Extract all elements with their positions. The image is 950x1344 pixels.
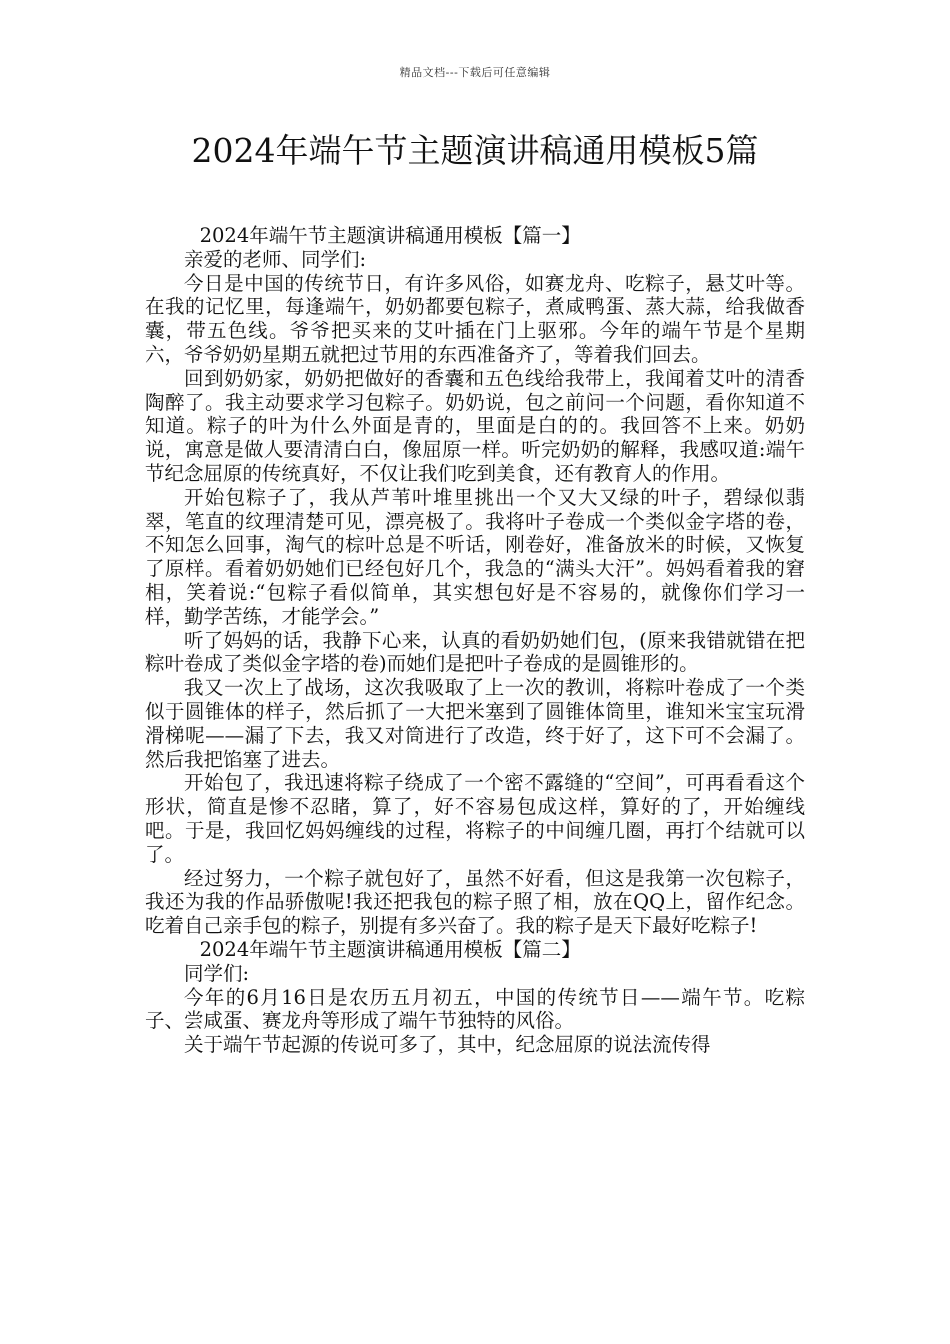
paragraph: 我又一次上了战场，这次我吸取了上一次的教训，将粽叶卷成了一个类似于圆锥体的样子，然后抓了一大把米塞到了圆锥体筒里，谁知米宝宝玩滑滑梯呢——漏了下去，我又对筒进行了改造，终于好了，这下可不会漏了。然后我把馅塞了进去。 — [145, 676, 805, 771]
paragraph: 经过努力，一个粽子就包好了，虽然不好看，但这是我第一次包粽子，我还为我的作品骄傲呢!我还把我包的粽子照了相，放在QQ上，留作纪念。吃着自己亲手包的粽子，别提有多兴奋了。我的粽子是天下最好吃粽子! — [145, 866, 805, 938]
document-body — [145, 224, 805, 1057]
paragraph: 开始包粽子了，我从芦苇叶堆里挑出一个又大又绿的叶子，碧绿似翡翠，笔直的纹理清楚可见，漂亮极了。我将叶子卷成一个类似金字塔的卷，不知怎么回事，淘气的棕叶总是不听话，刚卷好，准备放米的时候，又恢复了原样。看着奶奶她们已经包好几个，我急的“满头大汗”。妈妈看着我的窘相，笑着说:“包粽子看似简单，其实想包好是不容易的，就像你们学习一样，勤学苦练，才能学会。” — [145, 485, 805, 628]
salutation: 同学们: — [184, 961, 250, 985]
paragraph: 开始包了，我迅速将粽子绕成了一个密不露缝的“空间”，可再看看这个形状，简直是惨不忍睹，算了，好不容易包成这样，算好的了，开始缠线吧。于是，我回忆妈妈缠线的过程，将粽子的中间缠几圈，再打个结就可以了。 — [145, 771, 805, 866]
paragraph: 今日是中国的传统节日，有许多风俗，如赛龙舟、吃粽子，悬艾叶等。在我的记忆里，每逢端午，奶奶都要包粽子，煮咸鸭蛋、蒸大蒜，给我做香囊，带五色线。爷爷把买来的艾叶插在门上驱邪。今年的端午节是个星期六，爷爷奶奶星期五就把过节用的东西准备齐了，等着我们回去。 — [145, 271, 805, 366]
salutation: 亲爱的老师、同学们: — [184, 247, 367, 271]
section-heading-2: 2024年端午节主题演讲稿通用模板【篇二】 — [199, 937, 581, 961]
paragraph: 今年的6月16日是农历五月初五，中国的传统节日——端午节。吃粽子、尝咸蛋、赛龙舟等形成了端午节独特的风俗。 — [145, 985, 805, 1033]
section-heading-1: 2024年端午节主题演讲稿通用模板【篇一】 — [199, 224, 581, 247]
paragraph: 回到奶奶家，奶奶把做好的香囊和五色线给我带上，我闻着艾叶的清香陶醉了。我主动要求学习包粽子。奶奶说，包之前问一个问题，看你知道不知道。粽子的叶为什么外面是青的，里面是白的的。我回答不上来。奶奶说，寓意是做人要清清白白，像屈原一样。听完奶奶的解释，我感叹道:端午节纪念屈原的传统真好，不仅让我们吃到美食，还有教育人的作用。 — [145, 366, 805, 485]
document-title: 2024年端午节主题演讲稿通用模板5篇 — [191, 131, 759, 170]
paragraph: 听了妈妈的话，我静下心来，认真的看奶奶她们包，(原来我错就错在把粽叶卷成了类似金字塔的卷)而她们是把叶子卷成的是圆锥形的。 — [145, 628, 805, 676]
paragraph: 关于端午节起源的传说可多了，其中，纪念屈原的说法流传得 — [184, 1033, 711, 1057]
header-note: 精品文档---下载后可任意编辑 — [399, 66, 551, 79]
